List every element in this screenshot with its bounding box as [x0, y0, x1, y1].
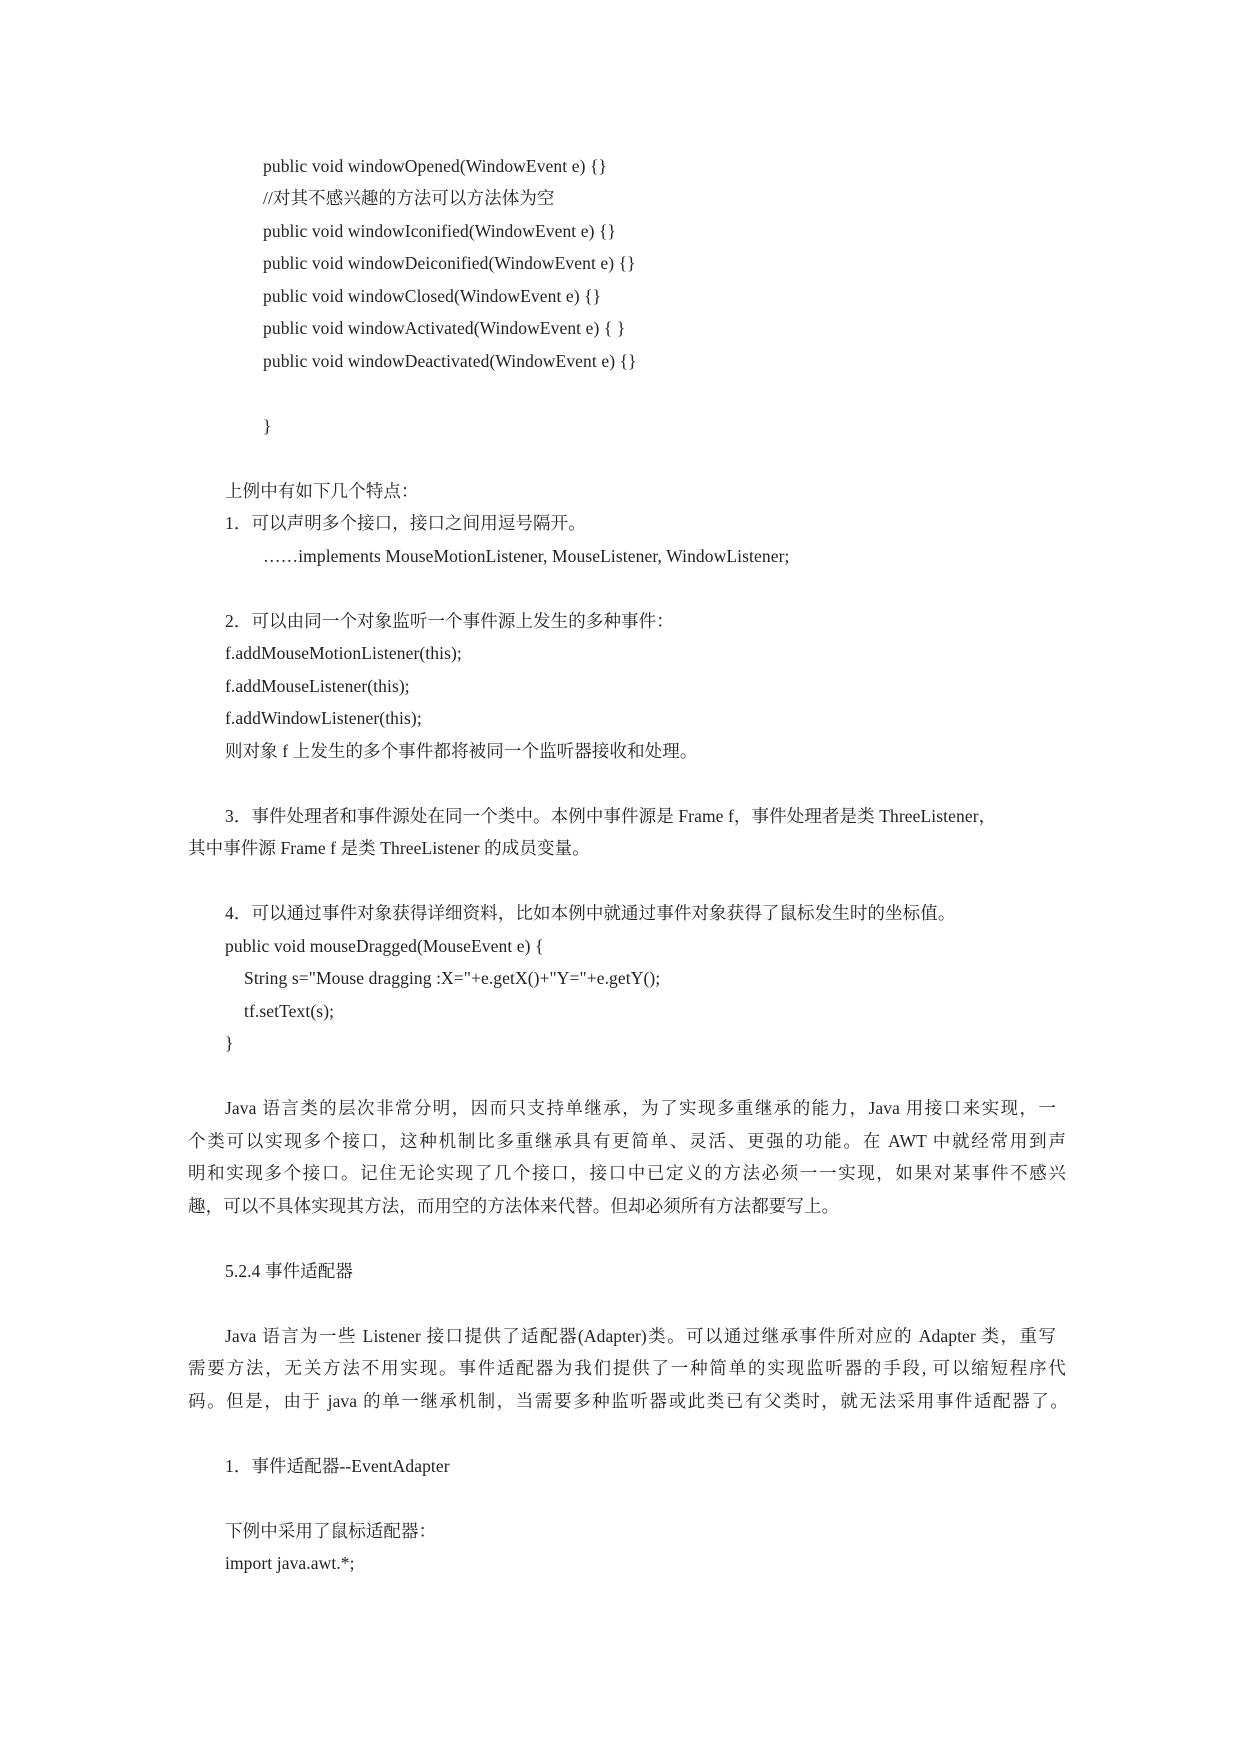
code-line: public void windowIconified(WindowEvent e) {} — [263, 221, 617, 241]
feature-item-2-code: f.addWindowListener(this); — [225, 708, 422, 728]
paragraph-java-text: 明和实现多个接口。记住无论实现了几个接口，接口中已定义的方法必须一一实现，如果对某事件不感兴 — [188, 1163, 1066, 1183]
code-line: public void windowClosed(WindowEvent e) {} — [263, 286, 602, 306]
paragraph-adapter-text: Java 语言为一些 Listener 接口提供了适配器(Adapter)类。可以通过继承事件所对应的 Adapter 类，重写 — [225, 1326, 1056, 1346]
code-line: public void windowActivated(WindowEvent e) { } — [263, 318, 626, 338]
feature-item-3-line-2: 其中事件源 Frame f 是类 ThreeListener 的成员变量。 — [188, 838, 590, 858]
paragraph-adapter-text: 码。但是，由于 java 的单一继承机制，当需要多种监听器或此类已有父类时，就无法采用事件适配器了。 — [188, 1391, 1068, 1411]
paragraph-adapter-line — [188, 1356, 1066, 1380]
example-intro: 下例中采用了鼠标适配器： — [225, 1521, 437, 1541]
feature-item-4-code: public void mouseDragged(MouseEvent e) { — [225, 936, 544, 956]
feature-item-4: 4．可以通过事件对象获得详细资料，比如本例中就通过事件对象获得了鼠标发生时的坐标值。 — [225, 903, 956, 923]
paragraph-adapter-line — [188, 1389, 1068, 1413]
feature-item-2: 2．可以由同一个对象监听一个事件源上发生的多种事件： — [225, 611, 674, 631]
example-code-line: import java.awt.*; — [225, 1553, 355, 1573]
paragraph-java-last-line: 趣，可以不具体实现其方法，而用空的方法体来代替。但却必须所有方法都要写上。 — [188, 1196, 840, 1216]
feature-item-2-code: f.addMouseMotionListener(this); — [225, 643, 462, 663]
paragraph-java-text: Java 语言类的层次非常分明，因而只支持单继承，为了实现多重继承的能力，Java 用接口来实现，一 — [225, 1098, 1056, 1118]
paragraph-java-line — [188, 1161, 1066, 1185]
feature-item-4-code: tf.setText(s); — [244, 1001, 335, 1021]
paragraph-java-text: 个类可以实现多个接口，这种机制比多重继承具有更简单、灵活、更强的功能。在 AWT 中就经常用到声 — [188, 1131, 1066, 1151]
features-intro: 上例中有如下几个特点： — [225, 481, 419, 501]
feature-item-4-code: } — [225, 1033, 234, 1053]
paragraph-adapter-line — [225, 1324, 1056, 1348]
code-line: public void windowDeactivated(WindowEvent e) {} — [263, 351, 637, 371]
feature-item-2-after: 则对象 f 上发生的多个事件都将被同一个监听器接收和处理。 — [225, 741, 698, 761]
code-closing-brace: } — [263, 416, 272, 436]
feature-item-1-code: ……implements MouseMotionListener, MouseListener, WindowListener; — [263, 546, 790, 566]
paragraph-java-line — [225, 1096, 1056, 1120]
code-line: public void windowOpened(WindowEvent e) {} — [263, 156, 607, 176]
paragraph-adapter-text: 需要方法，无关方法不用实现。事件适配器为我们提供了一种简单的实现监听器的手段, 可以缩短程序代 — [188, 1358, 1066, 1378]
code-comment: //对其不感兴趣的方法可以方法体为空 — [263, 188, 555, 208]
feature-item-4-code: String s="Mouse dragging :X="+e.getX()+"Y="+e.getY(); — [244, 968, 661, 988]
subsection-heading: 1．事件适配器--EventAdapter — [225, 1456, 450, 1476]
section-heading: 5.2.4 事件适配器 — [225, 1261, 353, 1281]
code-line: public void windowDeiconified(WindowEvent e) {} — [263, 253, 636, 273]
feature-item-2-code: f.addMouseListener(this); — [225, 676, 410, 696]
feature-item-1: 1．可以声明多个接口，接口之间用逗号隔开。 — [225, 513, 586, 533]
feature-item-3-line-1: 3．事件处理者和事件源处在同一个类中。本例中事件源是 Frame f，事件处理者是类 ThreeListener， — [225, 806, 997, 826]
paragraph-java-line — [188, 1129, 1066, 1153]
